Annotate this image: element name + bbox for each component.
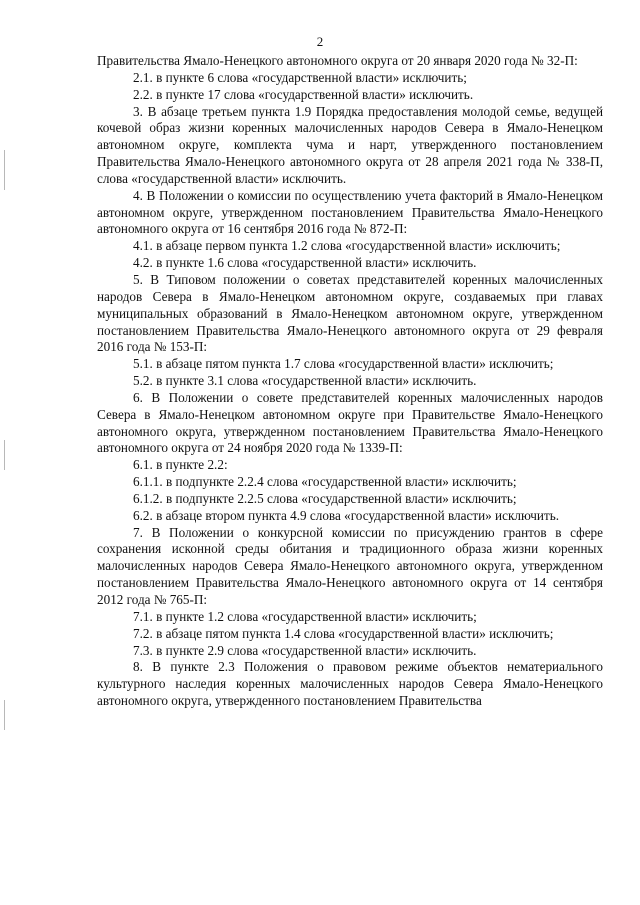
paragraph: 2.1. в пункте 6 слова «государственной власти» исключить; [133,69,467,85]
paragraph: 6.1.2. в подпункте 2.2.5 слова «государственной власти» исключить; [133,490,517,506]
paragraph: 6.1.1. в подпункте 2.2.4 слова «государственной власти» исключить; [133,474,517,490]
paragraph: 5.1. в абзаце пятом пункта 1.7 слова «государственной власти» исключить; [133,356,554,372]
paragraph: 4.1. в абзаце первом пункта 1.2 слова «государственной власти» исключить; [133,238,561,254]
paragraph: 7.3. в пункте 2.9 слова «государственной власти» исключить. [133,642,477,658]
paragraph: 6. В Положении о совете представителей коренных малочисленных народов Севера в Ямало-Ненецком автономном округе при Правительстве Ямало-Ненецкого автономного округа, утвержденном постановлением Правительства Ямало-Ненецкого автономного округа от 24 ноября 2020 года № 1339-П: [97,389,603,456]
paragraph: 5. В Типовом положении о советах представителей коренных малочисленных народов Севера в Ямало-Ненецком автономном округе, создаваемых при главах муниципальных образований в Ямало-Ненецком автономном округе, утвержденном постановлением Правительства Ямало-Ненецкого автономного округа от 29 февраля 2016 года № 153-П: [97,271,603,355]
scan-margin-line [4,700,5,730]
paragraph: Правительства Ямало-Ненецкого автономного округа от 20 января 2020 года № 32-П: [97,53,578,68]
paragraph: 3. В абзаце третьем пункта 1.9 Порядка предоставления молодой семье, ведущей кочевой образ жизни коренных малочисленных народов Севера в Ямало-Ненецком автономном округе, комплекта чума и нарт, утвержденного постановлением Правительства Ямало-Ненецкого автономного округа от 28 апреля 2021 года № 338-П, слова «государственной власти» исключить. [97,103,603,186]
scan-margin-line [4,440,5,470]
paragraph: 5.2. в пункте 3.1 слова «государственной власти» исключить. [133,373,477,389]
paragraph: 4.2. в пункте 1.6 слова «государственной власти» исключить. [133,255,477,271]
paragraph: 8. В пункте 2.3 Положения о правовом режиме объектов нематериального культурного наследия коренных малочисленных народов Севера Ямало-Ненецкого автономного округа, утвержденного постановлением Правительства [97,659,603,709]
document-body [97,53,603,710]
scan-margin-line [4,150,5,190]
paragraph: 7. В Положении о конкурсной комиссии по присуждению грантов в сфере сохранения исконной среды обитания и традиционного образа жизни коренных малочисленных народов Севера Ямало-Ненецкого автономного округа, утвержденном постановлением Правительства Ямало-Ненецкого автономного округа от 14 сентября 2012 года № 765-П: [97,524,603,607]
paragraph: 4. В Положении о комиссии по осуществлению учета факторий в Ямало-Ненецком автономном округе, утвержденном постановлением Правительства Ямало-Ненецкого автономного округа от 16 сентября 2016 года № 872-П: [97,187,603,237]
paragraph: 6.1. в пункте 2.2: [133,457,228,473]
paragraph: 7.1. в пункте 1.2 слова «государственной власти» исключить; [133,608,477,624]
paragraph: 7.2. в абзаце пятом пункта 1.4 слова «государственной власти» исключить; [133,625,554,641]
page-number: 2 [316,34,324,49]
paragraph: 2.2. в пункте 17 слова «государственной власти» исключить. [133,86,474,102]
paragraph: 6.2. в абзаце втором пункта 4.9 слова «государственной власти» исключить. [133,507,560,523]
